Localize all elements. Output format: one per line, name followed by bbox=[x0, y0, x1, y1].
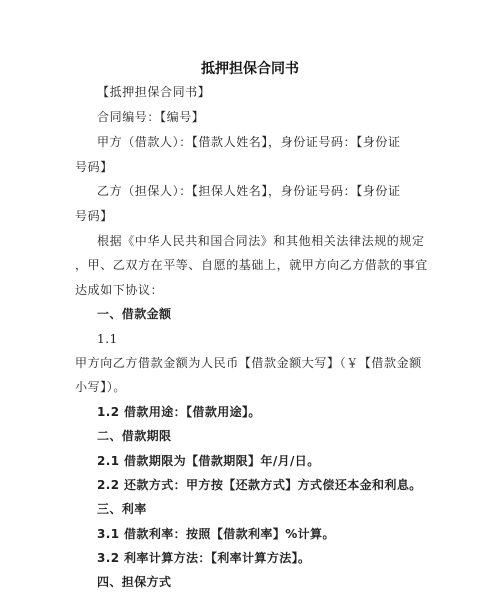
section-heading-2: 二、借款期限 bbox=[97, 429, 172, 443]
doc-line-contract-number: 合同编号：【编号】 bbox=[97, 110, 205, 124]
doc-line-clause-1-2: 1.2 借款用途：【借款用途】。 bbox=[97, 405, 261, 419]
doc-line-party-b: 乙方（担保人）：【担保人姓名】，身份证号码：【身份证 bbox=[97, 184, 401, 198]
doc-line-heading: 【抵押担保合同书】 bbox=[97, 85, 211, 99]
doc-line-clause-2-2: 2.2 还款方式：甲方按【还款方式】方式偿还本金和利息。 bbox=[97, 478, 422, 492]
doc-line-preamble-1: 根据《中华人民共和国合同法》和其他相关法律法规的规定 bbox=[97, 234, 425, 248]
section-heading-4: 四、担保方式 bbox=[97, 575, 172, 589]
doc-line-party-b-cont: 号码】 bbox=[75, 209, 113, 223]
doc-line-party-a-cont: 号码】 bbox=[75, 160, 113, 174]
section-heading-1: 一、借款金额 bbox=[97, 307, 172, 321]
doc-line-preamble-3: 达成如下协议： bbox=[75, 283, 164, 297]
doc-line-clause-2-1: 2.1 借款期限为【借款期限】年/月/日。 bbox=[97, 454, 320, 468]
doc-line-party-a: 甲方（借款人）：【借款人姓名】，身份证号码：【身份证 bbox=[97, 135, 401, 149]
doc-line-loan-amount-cont: 小写】）。 bbox=[75, 380, 127, 394]
doc-line-loan-amount: 甲方向乙方借款金额为人民币【借款金额大写】（￥【借款金额 bbox=[75, 356, 422, 370]
doc-line-preamble-2: ，甲、乙双方在平等、自愿的基础上，就甲方向乙方借款的事宜 bbox=[75, 258, 428, 272]
doc-line-clause-3-1: 3.1 借款利率：按照【借款利率】%计算。 bbox=[97, 527, 335, 541]
section-heading-3: 三、利率 bbox=[97, 502, 147, 516]
doc-line-clause-1-1: 1.1 bbox=[97, 332, 118, 346]
doc-line-clause-3-2: 3.2 利率计算方法：【利率计算方法】。 bbox=[97, 551, 311, 565]
document-title: 抵押担保合同书 bbox=[201, 61, 299, 77]
